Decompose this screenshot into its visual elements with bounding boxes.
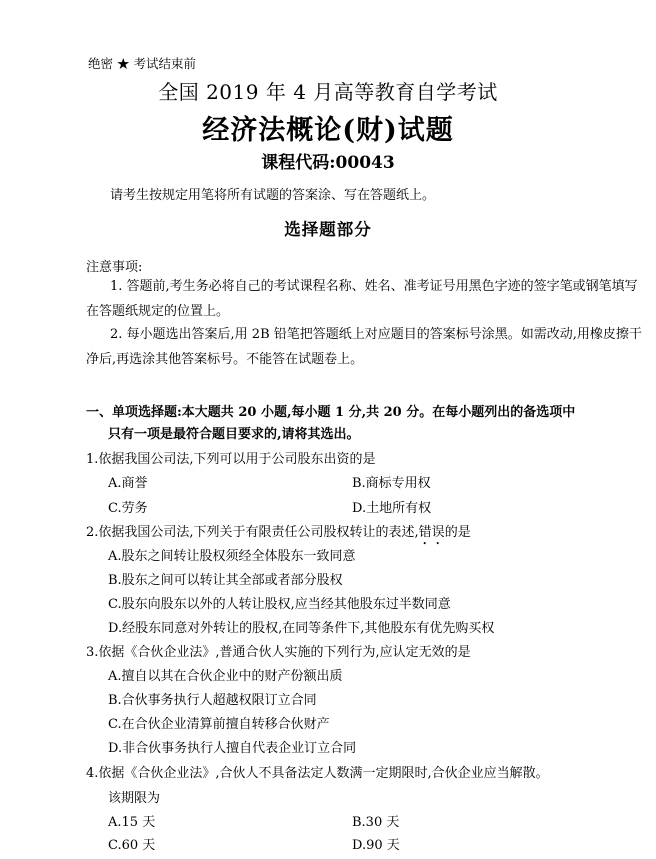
question-1-option-d: D.土地所有权 [352, 501, 432, 516]
question-1-option-b: B.商标专用权 [352, 476, 431, 491]
question-3-option-d: D.非合伙事务执行人擅自代表企业订立合同 [108, 741, 357, 756]
question-4-option-b: B.30 天 [352, 815, 400, 830]
question-3-option-b: B.合伙事务执行人超越权限订立合同 [108, 693, 317, 708]
question-4-option-a: A.15 天 [108, 815, 156, 830]
question-1-option-c: C.劳务 [108, 501, 148, 516]
notice-item-2: 2. 每小题选出答案后,用 2B 铅笔把答题纸上对应题目的答案标号涂黑。如需改动,用橡皮擦干净后,再选涂其他答案标号。不能答在试题卷上。 [86, 327, 642, 367]
question-2-stem [86, 521, 646, 548]
question-4-option-d: D.90 天 [352, 838, 400, 853]
notice-title: 注意事项: [86, 260, 143, 275]
question-3-stem: 3.依据《合伙企业法》,普通合伙人实施的下列行为,应认定无效的是 [86, 645, 471, 660]
question-1-option-a: A.商誉 [108, 476, 148, 491]
course-code: 课程代码:00043 [261, 153, 395, 173]
question-2-stem-suffix: 的是 [444, 525, 471, 540]
notice-item-1: 1. 答题前,考生务必将自己的考试课程名称、姓名、准考证号用黑色字迹的签字笔或钢笔填写在答题纸规定的位置上。 [86, 279, 638, 319]
confidential-label: 绝密 ★ 考试结束前 [88, 56, 196, 71]
answer-instruction: 请考生按规定用笔将所有试题的答案涂、写在答题纸上。 [110, 188, 436, 203]
question-2-stem-prefix: 2.依据我国公司法,下列关于有限责任公司股权转让的表述, [86, 525, 419, 540]
question-4-stem-line2: 该期限为 [108, 791, 161, 806]
question-3-option-a: A.擅自以其在合伙企业中的财产份额出质 [108, 669, 343, 684]
question-3-option-c: C.在合伙企业清算前擅自转移合伙财产 [108, 717, 330, 732]
question-4-option-c: C.60 天 [108, 838, 156, 853]
section-title: 选择题部分 [284, 220, 372, 239]
question-2-option-d: D.经股东同意对外转让的股权,在同等条件下,其他股东有优先购买权 [108, 621, 495, 636]
part-heading [86, 402, 646, 446]
question-2-option-a: A.股东之间转让股权须经全体股东一致同意 [108, 549, 356, 564]
part-heading-line2: 只有一项是最符合题目要求的,请将其选出。 [108, 427, 360, 442]
question-4-stem: 4.依据《合伙企业法》,合伙人不具备法定人数满一定期限时,合伙企业应当解散。 [86, 766, 549, 781]
exam-title: 全国 2019 年 4 月高等教育自学考试 [158, 80, 498, 104]
question-2-option-c: C.股东向股东以外的人转让股权,应当经其他股东过半数同意 [108, 597, 451, 612]
part-heading-line1: 一、单项选择题:本大题共 20 小题,每小题 1 分,共 20 分。在每小题列出的备选项中 [86, 405, 576, 420]
paper-title: 经济法概论(财)试题 [202, 115, 454, 146]
question-2-option-b: B.股东之间可以转让其全部或者部分股权 [108, 573, 343, 588]
question-1-stem: 1.依据我国公司法,下列可以用于公司股东出资的是 [86, 452, 376, 467]
question-2-stem-emphasis: 错误 [418, 525, 445, 540]
